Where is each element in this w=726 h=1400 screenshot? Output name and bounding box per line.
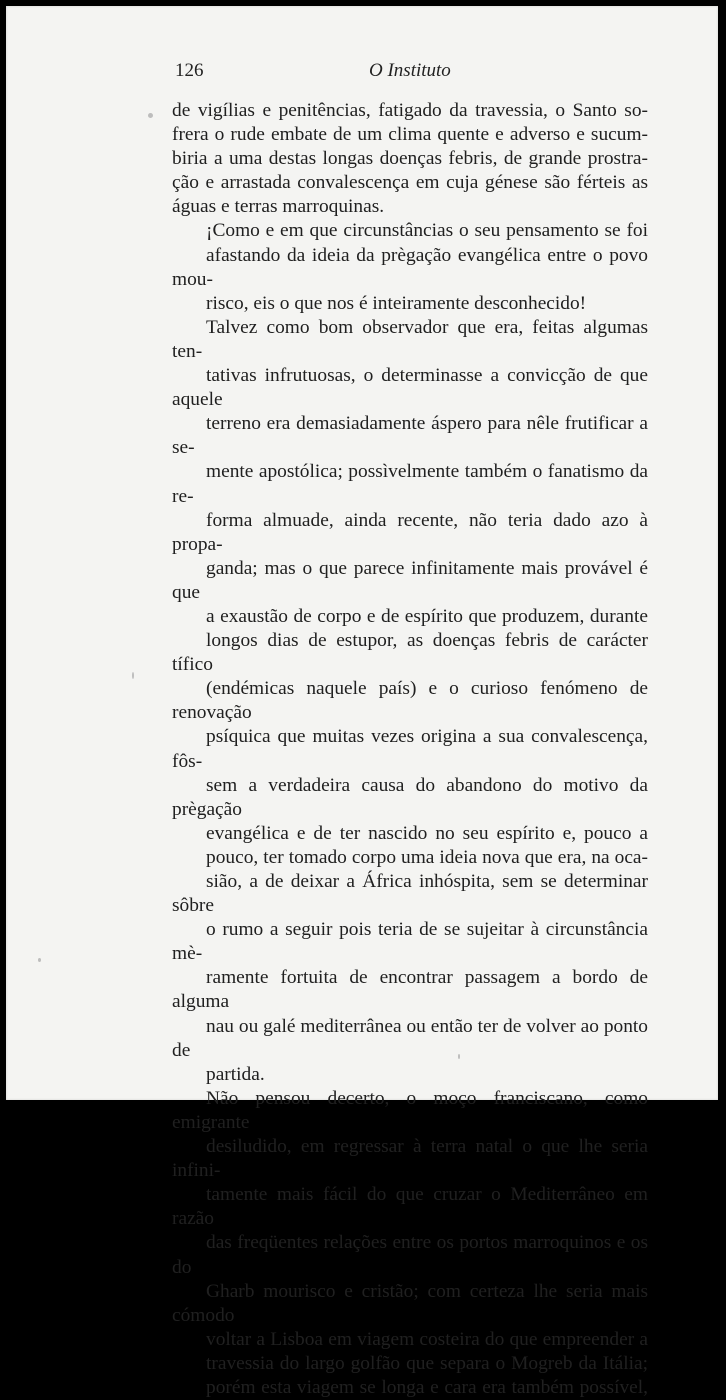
- text-line: sem a verdadeira causa do abandono do motivo da prègação: [172, 774, 648, 820]
- text-line: Gharb mourisco e cristão; com certeza lhe seria mais cómodo: [172, 1280, 648, 1326]
- text-line: Não pensou decerto, o moço franciscano, como emigrante: [172, 1087, 648, 1133]
- text-line: afastando da ideia da prègação evangélica entre o povo mou-: [172, 244, 648, 290]
- text-line: partida.: [206, 1063, 265, 1085]
- text-line: ganda; mas o que parece infinitamente mais provável é que: [172, 557, 648, 603]
- text-line: a exaustão de corpo e de espírito que produzem, durante: [206, 605, 648, 627]
- body-text: [172, 99, 648, 1400]
- text-line: tativas infrutuosas, o determinasse a convicção de que aquele: [172, 365, 648, 411]
- text-line: ção e arrastada convalescença em cuja génese são férteis as: [172, 172, 648, 194]
- text-line: frera o rude embate de um clima quente e adverso e sucum-: [172, 124, 648, 146]
- running-title: O Instituto: [369, 60, 451, 81]
- text-line: sião, a de deixar a África inhóspita, sem se determinar sôbre: [172, 871, 648, 917]
- text-line: pouco, ter tomado corpo uma ideia nova que era, na oca-: [206, 846, 648, 868]
- page-number: 126: [175, 60, 204, 81]
- text-line: biria a uma destas longas doenças febris, de grande prostra-: [172, 148, 648, 170]
- paragraph: [172, 99, 648, 219]
- text-line: porém esta viagem se longa e cara era também possível,: [206, 1376, 648, 1398]
- text-line: de vigílias e penitências, fatigado da travessia, o Santo so-: [172, 100, 648, 121]
- text-line: ¡Como e em que circunstâncias o seu pensamento se foi: [206, 220, 648, 242]
- text-line: psíquica que muitas vezes origina a sua convalescença, fôs-: [172, 726, 648, 772]
- text-line: travessia do largo golfão que separa o Mogreb da Itália;: [206, 1352, 648, 1374]
- text-line: terreno era demasiadamente áspero para nêle frutificar a se-: [172, 413, 648, 459]
- text-line: o rumo a seguir pois teria de se sujeitar à circunstância mè-: [172, 919, 648, 965]
- text-line: ramente fortuita de encontrar passagem a bordo de alguma: [172, 967, 648, 1013]
- paragraph: [172, 316, 648, 1087]
- text-line: das freqüentes relações entre os portos marroquinos e os do: [172, 1232, 648, 1278]
- book-page: [6, 6, 718, 1398]
- text-line: evangélica e de ter nascido no seu espírito e, pouco a: [206, 822, 648, 844]
- page-header: [171, 60, 649, 86]
- text-line: longos dias de estupor, as doenças febris de carácter tífico: [172, 630, 648, 676]
- print-speck: [38, 958, 41, 962]
- print-speck: [132, 672, 134, 679]
- text-line: risco, eis o que nos é inteiramente desconhecido!: [206, 292, 587, 314]
- text-line: desiludido, em regressar à terra natal o que lhe seria infini-: [172, 1136, 648, 1182]
- text-line: nau ou galé mediterrânea ou então ter de volver ao ponto de: [172, 1015, 648, 1061]
- paragraph: [172, 219, 648, 315]
- text-line: forma almuade, ainda recente, não teria dado azo à propa-: [172, 509, 648, 555]
- print-speck: [148, 113, 153, 118]
- text-line: voltar a Lisboa em viagem costeira do que empreender a: [206, 1328, 648, 1350]
- paragraph: [172, 1087, 648, 1400]
- text-line: tamente mais fácil do que cruzar o Mediterrâneo em razão: [172, 1184, 648, 1230]
- text-line: (endémicas naquele país) e o curioso fenómeno de renovação: [172, 678, 648, 724]
- text-line: águas e terras marroquinas.: [172, 196, 385, 218]
- text-line: mente apostólica; possìvelmente também o fanatismo da re-: [172, 461, 648, 507]
- text-line: Talvez como bom observador que era, feitas algumas ten-: [172, 316, 648, 362]
